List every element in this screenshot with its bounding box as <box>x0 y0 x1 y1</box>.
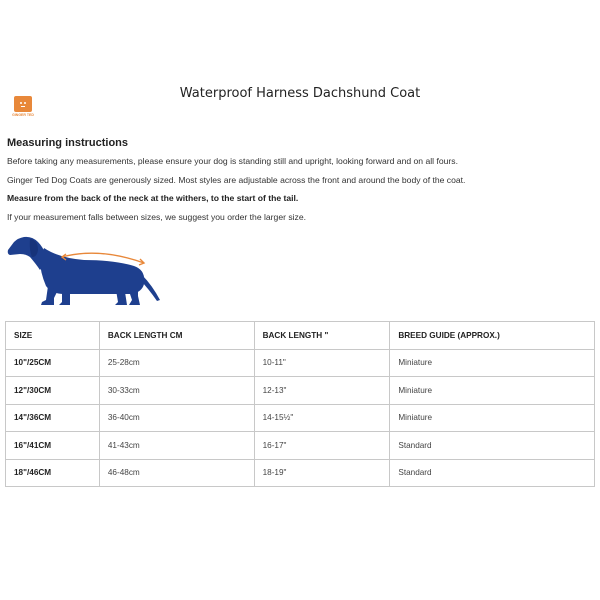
instruction-line-2: Ginger Ted Dog Coats are generously sized. Most styles are adjustable across the front and around the body of the coat. <box>7 175 466 185</box>
size-cell: 12"/30CM <box>6 377 100 405</box>
back-length-inches-cell: 16-17" <box>254 432 390 460</box>
size-cell: 10"/25CM <box>6 349 100 377</box>
column-header-back-length-cm: BACK LENGTH CM <box>99 322 254 350</box>
column-header-breed-guide: BREED GUIDE (APPROX.) <box>390 322 595 350</box>
logo-text: GINGER TED <box>12 113 34 117</box>
instruction-line-1: Before taking any measurements, please ensure your dog is standing still and upright, looking forward and on all fours. <box>7 156 458 166</box>
size-cell: 18"/46CM <box>6 459 100 487</box>
size-cell: 14"/36CM <box>6 404 100 432</box>
back-length-inches-cell: 14-15½" <box>254 404 390 432</box>
size-table <box>5 321 595 487</box>
breed-guide-cell: Standard <box>390 459 595 487</box>
dachshund-illustration <box>4 230 164 310</box>
brand-logo <box>12 96 34 124</box>
table-row <box>6 404 595 432</box>
back-length-inches-cell: 18-19" <box>254 459 390 487</box>
back-length-cm-cell: 41-43cm <box>99 432 254 460</box>
table-row <box>6 459 595 487</box>
back-length-cm-cell: 36-40cm <box>99 404 254 432</box>
instruction-line-3: Measure from the back of the neck at the withers, to the start of the tail. <box>7 193 299 203</box>
table-row <box>6 432 595 460</box>
instructions-heading: Measuring instructions <box>7 137 129 149</box>
column-header-back-length-inches: BACK LENGTH " <box>254 322 390 350</box>
table-row <box>6 349 595 377</box>
back-length-inches-cell: 10-11" <box>254 349 390 377</box>
table-row <box>6 377 595 405</box>
back-length-cm-cell: 30-33cm <box>99 377 254 405</box>
instruction-line-4: If your measurement falls between sizes, we suggest you order the larger size. <box>7 212 307 222</box>
breed-guide-cell: Miniature <box>390 404 595 432</box>
breed-guide-cell: Standard <box>390 432 595 460</box>
column-header-size: SIZE <box>6 322 100 350</box>
back-length-cm-cell: 46-48cm <box>99 459 254 487</box>
size-cell: 16"/41CM <box>6 432 100 460</box>
breed-guide-cell: Miniature <box>390 349 595 377</box>
back-length-cm-cell: 25-28cm <box>99 349 254 377</box>
table-header-row <box>6 322 595 350</box>
breed-guide-cell: Miniature <box>390 377 595 405</box>
page-title: Waterproof Harness Dachshund Coat <box>179 86 421 101</box>
back-length-inches-cell: 12-13" <box>254 377 390 405</box>
dog-face-icon <box>18 99 28 109</box>
